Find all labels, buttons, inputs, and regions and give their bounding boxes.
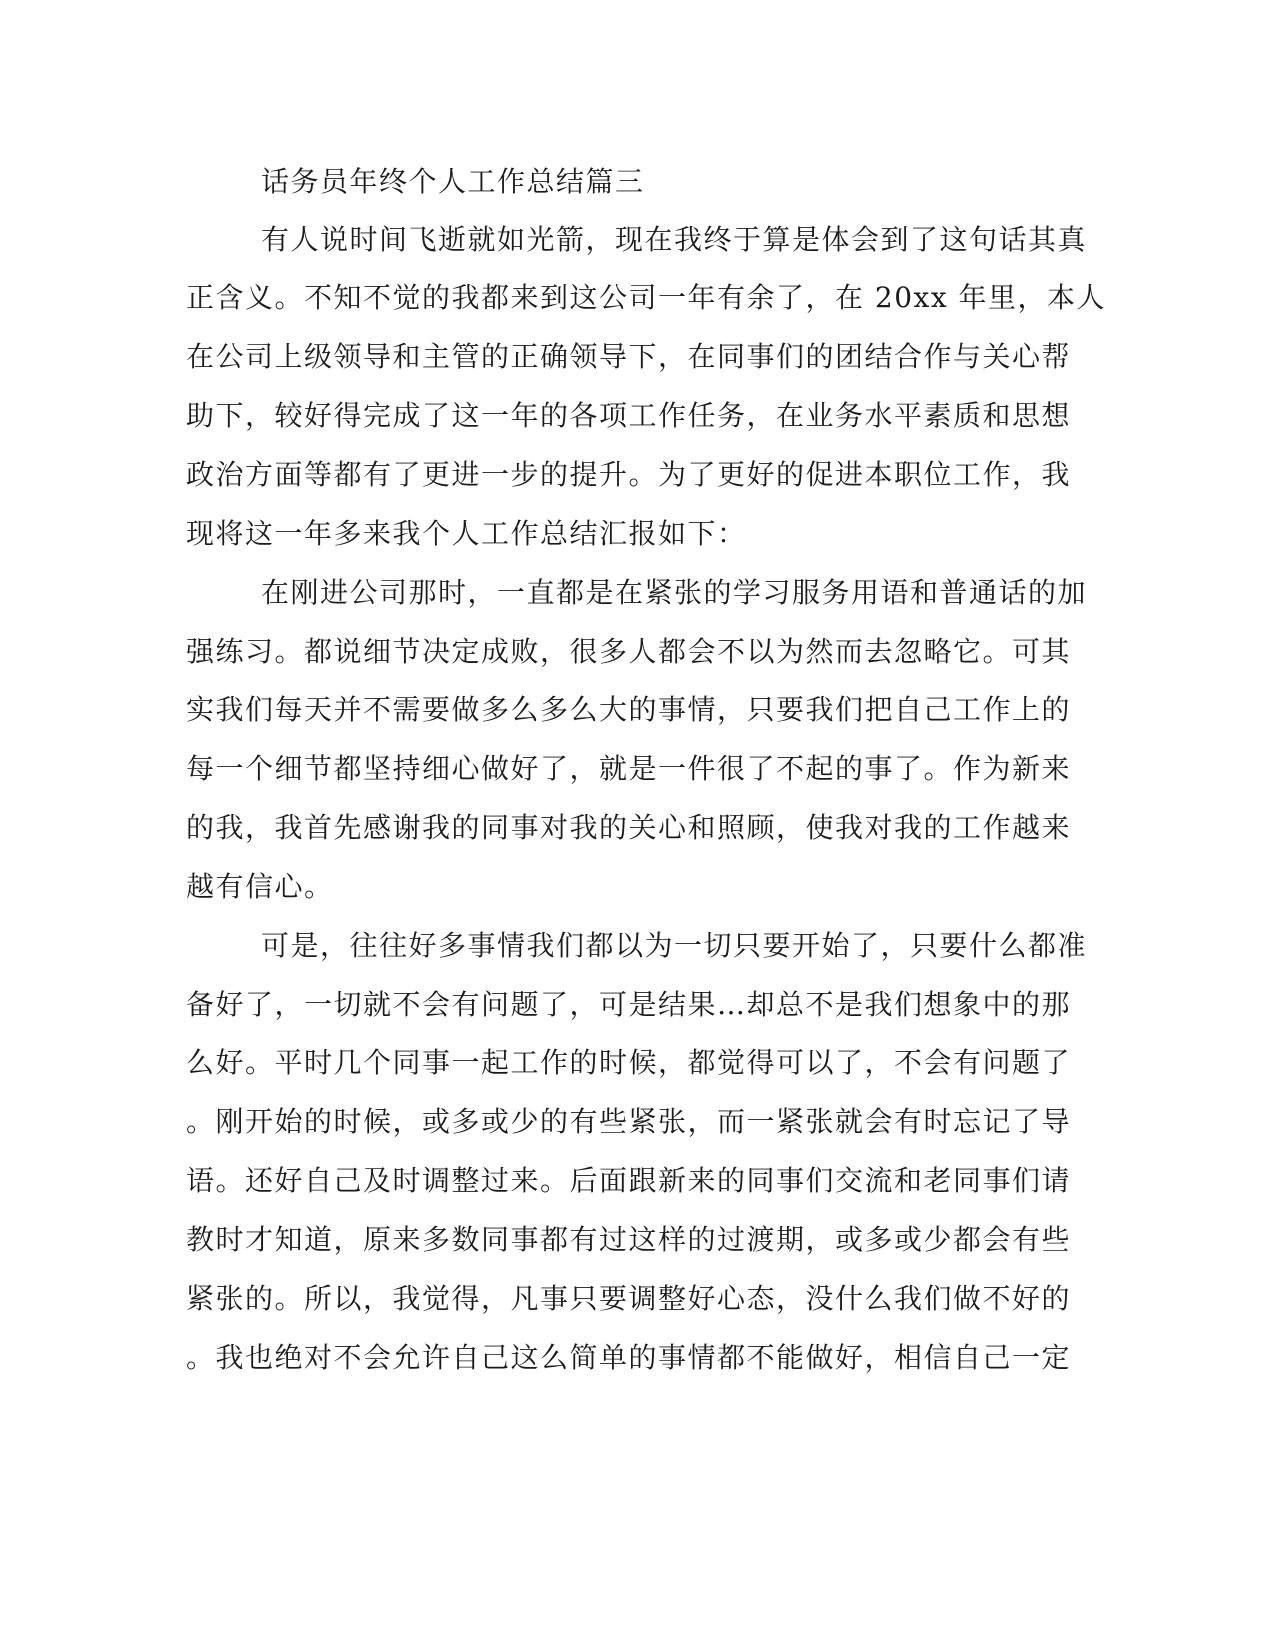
paragraph-line: 助下，较好得完成了这一年的各项工作任务，在业务水平素质和思想 — [186, 399, 1072, 432]
paragraph-line: 现将这一年多来我个人工作总结汇报如下： — [186, 517, 747, 550]
paragraph-line: 。刚开始的时候，或多或少的有些紧张，而一紧张就会有时忘记了导 — [186, 1105, 1072, 1138]
paragraph-line: 在公司上级领导和主管的正确领导下，在同事们的团结合作与关心帮 — [186, 340, 1072, 373]
document-title: 话务员年终个人工作总结篇三 — [261, 165, 645, 198]
paragraph-line: 有人说时间飞逝就如光箭，现在我终于算是体会到了这句话其真 — [261, 223, 1088, 256]
paragraph-line: 越有信心。 — [186, 870, 334, 903]
paragraph-line: 么好。平时几个同事一起工作的时候，都觉得可以了，不会有问题了 — [186, 1046, 1072, 1079]
paragraph-line: 教时才知道，原来多数同事都有过这样的过渡期，或多或少都会有些 — [186, 1223, 1072, 1256]
paragraph-line: 正含义。不知不觉的我都来到这公司一年有余了，在 20xx 年里，本人 — [186, 281, 1107, 314]
paragraph-line: 。我也绝对不会允许自己这么简单的事情都不能做好，相信自己一定 — [186, 1341, 1072, 1374]
paragraph-line: 可是，往往好多事情我们都以为一切只要开始了，只要什么都准 — [261, 929, 1088, 962]
paragraph-line: 在刚进公司那时，一直都是在紧张的学习服务用语和普通话的加 — [261, 576, 1088, 609]
paragraph-line: 实我们每天并不需要做多么多么大的事情，只要我们把自己工作上的 — [186, 693, 1072, 726]
paragraph-line: 紧张的。所以，我觉得，凡事只要调整好心态，没什么我们做不好的 — [186, 1282, 1072, 1315]
paragraph-line: 强练习。都说细节决定成败，很多人都会不以为然而去忽略它。可其 — [186, 635, 1072, 668]
paragraph-line: 的我，我首先感谢我的同事对我的关心和照顾，使我对我的工作越来 — [186, 811, 1072, 844]
paragraph-line: 语。还好自己及时调整过来。后面跟新来的同事们交流和老同事们请 — [186, 1164, 1072, 1197]
paragraph-line: 每一个细节都坚持细心做好了，就是一件很了不起的事了。作为新来 — [186, 752, 1072, 785]
paragraph-line: 备好了，一切就不会有问题了，可是结果…却总不是我们想象中的那 — [186, 988, 1072, 1021]
paragraph-line: 政治方面等都有了更进一步的提升。为了更好的促进本职位工作，我 — [186, 458, 1072, 491]
